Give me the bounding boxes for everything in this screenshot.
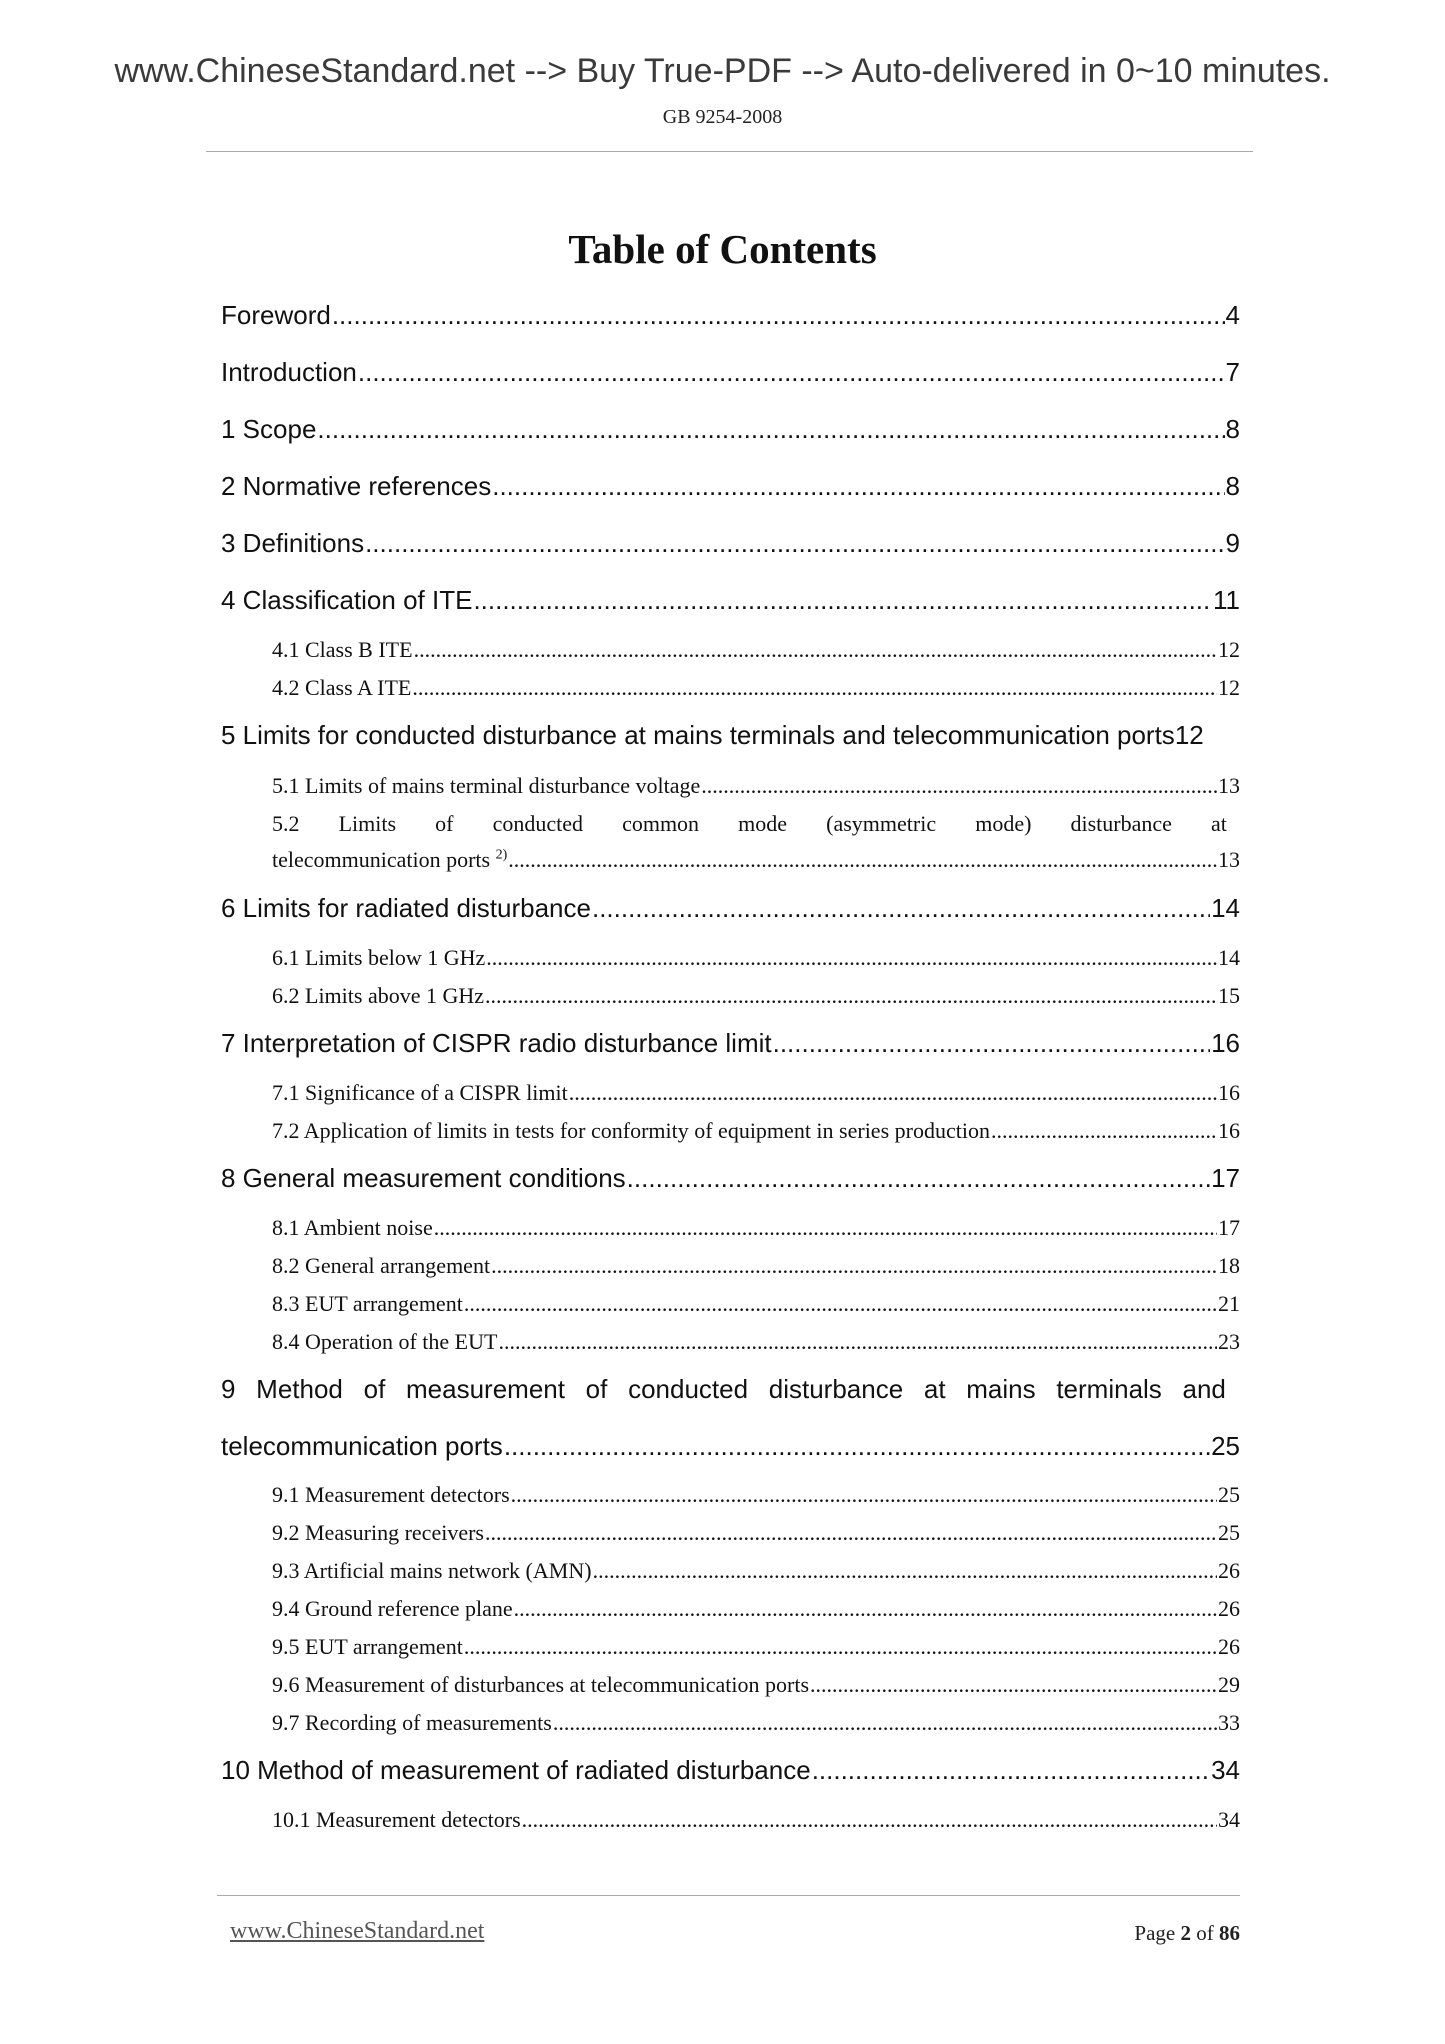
leader-dots	[486, 945, 1217, 971]
standard-code: GB 9254-2008	[662, 106, 783, 128]
toc-label	[272, 847, 507, 873]
leader-dots	[492, 471, 1224, 502]
leader-dots	[412, 675, 1217, 701]
toc-entry-9-3[interactable]	[272, 1558, 1240, 1584]
toc-word: at	[923, 1374, 946, 1404]
toc-word: of	[435, 811, 454, 836]
leader-dots	[504, 1431, 1210, 1462]
toc-page: 11	[1213, 585, 1240, 615]
toc-word: Method	[256, 1374, 343, 1404]
toc-entry-9-5[interactable]	[272, 1634, 1240, 1660]
toc-word: of	[585, 1374, 608, 1404]
page-word: Page	[1134, 1921, 1176, 1945]
leader-dots	[498, 1329, 1217, 1355]
leader-dots	[358, 357, 1225, 388]
toc-entry-foreword[interactable]	[221, 300, 1240, 331]
leader-dots	[414, 637, 1217, 663]
toc-entry-6-2[interactable]	[272, 983, 1240, 1009]
toc-page: 18	[1218, 1253, 1240, 1278]
toc-label: 7.1 Significance of a CISPR limit	[272, 1080, 568, 1105]
toc-label: 7 Interpretation of CISPR radio disturbance limit	[221, 1028, 772, 1058]
leader-dots	[434, 1215, 1217, 1241]
toc-entry-9-4[interactable]	[272, 1596, 1240, 1622]
toc-label: 9.6 Measurement of disturbances at telecommunication ports	[272, 1672, 810, 1697]
toc-page: 8	[1225, 471, 1240, 501]
leader-dots	[627, 1163, 1210, 1194]
toc-page: 7	[1225, 357, 1240, 387]
toc-word: (asymmetric	[826, 811, 937, 836]
toc-page: 13	[1218, 773, 1240, 798]
leader-dots	[485, 1520, 1217, 1546]
leader-dots	[592, 893, 1210, 924]
toc-entry-5[interactable]	[221, 720, 1240, 751]
leader-dots	[317, 414, 1224, 445]
toc-entry-6-1[interactable]	[272, 945, 1240, 971]
header-banner: www.ChineseStandard.net --> Buy True-PDF --> Auto-delivered in 0~10 minutes.	[114, 52, 1331, 90]
toc-label: 4.1 Class B ITE	[272, 637, 413, 662]
toc-label: 2 Normative references	[221, 471, 492, 501]
toc-label: 8.2 General arrangement	[272, 1253, 491, 1278]
toc-label: 9.3 Artificial mains network (AMN)	[272, 1558, 592, 1583]
toc-entry-10[interactable]	[221, 1755, 1240, 1786]
toc-entry-9-line2[interactable]	[221, 1431, 1240, 1462]
toc-entry-7[interactable]	[221, 1028, 1240, 1059]
toc-word: disturbance	[1070, 811, 1172, 836]
toc-word: mode)	[975, 811, 1032, 836]
toc-page: 4	[1225, 300, 1240, 330]
leader-dots	[464, 1291, 1217, 1317]
toc-entry-7-2[interactable]	[272, 1118, 1240, 1144]
toc-label: 6 Limits for radiated disturbance	[221, 893, 591, 923]
toc-label: 7.2 Application of limits in tests for conformity of equipment in series production	[272, 1118, 990, 1143]
toc-label: 5.1 Limits of mains terminal disturbance voltage	[272, 773, 701, 798]
toc-entry-8-3[interactable]	[272, 1291, 1240, 1317]
toc-page: 26	[1218, 1558, 1240, 1583]
leader-dots	[812, 1755, 1210, 1786]
toc-entry-10-1[interactable]	[272, 1807, 1240, 1833]
toc-page: 16	[1218, 1118, 1240, 1143]
toc-word: and	[1182, 1374, 1226, 1404]
toc-page: 14	[1218, 945, 1240, 970]
leader-dots	[810, 1672, 1217, 1698]
footer-page-number	[1134, 1921, 1240, 1946]
toc-label: 4 Classification of ITE	[221, 585, 473, 615]
toc-word: common	[622, 811, 700, 836]
toc-word: terminals	[1056, 1374, 1162, 1404]
toc-page: 12	[1218, 637, 1240, 662]
toc-word: Limits	[338, 811, 397, 836]
toc-entry-8-4[interactable]	[272, 1329, 1240, 1355]
toc-word: 5.2	[272, 811, 300, 836]
toc-word: conducted	[492, 811, 583, 836]
toc-entry-2[interactable]	[221, 471, 1240, 502]
leader-dots	[593, 1558, 1217, 1584]
toc-entry-9-7[interactable]	[272, 1710, 1240, 1736]
leader-dots	[522, 1807, 1217, 1833]
toc-label: 6.1 Limits below 1 GHz	[272, 945, 486, 970]
toc-page: 8	[1225, 414, 1240, 444]
toc-label: 9.1 Measurement detectors	[272, 1482, 510, 1507]
leader-dots	[553, 1710, 1217, 1736]
page-total: 86	[1219, 1921, 1240, 1945]
toc-label: 8 General measurement conditions	[221, 1163, 626, 1193]
toc-word: mains	[966, 1374, 1036, 1404]
leader-dots	[464, 1634, 1217, 1660]
toc-page: 25	[1218, 1482, 1240, 1507]
toc-page: 26	[1218, 1596, 1240, 1621]
toc-word: 9	[221, 1374, 236, 1404]
toc-label: 9.2 Measuring receivers	[272, 1520, 484, 1545]
leader-dots	[514, 1596, 1217, 1622]
toc-label: 5 Limits for conducted disturbance at mains terminals and telecommunication ports	[221, 720, 1175, 750]
toc-entry-9-1[interactable]	[272, 1482, 1240, 1508]
toc-page: 26	[1218, 1634, 1240, 1659]
toc-entry-9-2[interactable]	[272, 1520, 1240, 1546]
leader-dots	[485, 983, 1217, 1009]
toc-entry-9-6[interactable]	[272, 1672, 1240, 1698]
toc-label: 6.2 Limits above 1 GHz	[272, 983, 485, 1008]
toc-word: mode	[738, 811, 788, 836]
toc-word: conducted	[628, 1374, 749, 1404]
toc-page: 15	[1218, 983, 1240, 1008]
toc-page: 12	[1218, 675, 1240, 700]
toc-label: 8.1 Ambient noise	[272, 1215, 433, 1240]
toc-entry-introduction[interactable]	[221, 357, 1240, 388]
toc-word: measurement	[406, 1374, 565, 1404]
toc-entry-8[interactable]	[221, 1163, 1240, 1194]
toc-entry-9-line1[interactable]	[221, 1374, 1226, 1405]
toc-label: 8.3 EUT arrangement	[272, 1291, 463, 1316]
toc-entry-3[interactable]	[221, 528, 1240, 559]
toc-page: 34	[1211, 1755, 1240, 1785]
toc-page: 16	[1211, 1028, 1240, 1058]
leader-dots	[701, 773, 1217, 799]
toc-word: disturbance	[768, 1374, 904, 1404]
toc-page: 33	[1218, 1710, 1240, 1735]
toc-label: 9.4 Ground reference plane	[272, 1596, 513, 1621]
toc-page: 29	[1218, 1672, 1240, 1697]
toc-label-text: telecommunication ports	[272, 847, 491, 872]
leader-dots	[508, 847, 1217, 873]
toc-label: 10.1 Measurement detectors	[272, 1807, 521, 1832]
toc-word: at	[1211, 811, 1227, 836]
toc-label: 1 Scope	[221, 414, 317, 444]
toc-label: 10 Method of measurement of radiated disturbance	[221, 1755, 811, 1785]
page-title: Table of Contents	[568, 226, 877, 272]
toc-page: 34	[1218, 1807, 1240, 1832]
toc-entry-8-1[interactable]	[272, 1215, 1240, 1241]
leader-dots	[569, 1080, 1217, 1106]
leader-dots	[332, 300, 1225, 331]
toc-label: 3 Definitions	[221, 528, 365, 558]
toc-label: 4.2 Class A ITE	[272, 675, 412, 700]
toc-label: Introduction	[221, 357, 357, 387]
leader-dots	[991, 1118, 1217, 1144]
toc-page: 13	[1218, 847, 1240, 872]
toc-page: 21	[1218, 1291, 1240, 1316]
footer-divider	[217, 1895, 1240, 1896]
toc-page: 12	[1174, 720, 1204, 750]
toc-page: 17	[1211, 1163, 1240, 1193]
footnote-mark: 2)	[495, 847, 508, 863]
toc-page: 17	[1218, 1215, 1240, 1240]
leader-dots	[511, 1482, 1217, 1508]
toc-label: 8.4 Operation of the EUT	[272, 1329, 498, 1354]
toc-label: telecommunication ports	[221, 1431, 503, 1461]
leader-dots	[491, 1253, 1217, 1279]
toc-entry-1[interactable]	[221, 414, 1240, 445]
toc-entry-4-1[interactable]	[272, 637, 1240, 663]
leader-dots	[773, 1028, 1210, 1059]
toc-label: 9.7 Recording of measurements	[272, 1710, 552, 1735]
toc-word: of	[363, 1374, 386, 1404]
toc-page: 25	[1218, 1520, 1240, 1545]
toc-page: 14	[1211, 893, 1240, 923]
leader-dots	[365, 528, 1224, 559]
toc-page: 9	[1225, 528, 1240, 558]
toc-label: 9.5 EUT arrangement	[272, 1634, 463, 1659]
toc-page: 23	[1218, 1329, 1240, 1354]
toc-entry-6[interactable]	[221, 893, 1240, 924]
toc-page: 16	[1218, 1080, 1240, 1105]
toc-entry-5-1[interactable]	[272, 773, 1240, 799]
toc-entry-5-2-line1[interactable]	[272, 811, 1227, 837]
toc-entry-4-2[interactable]	[272, 675, 1240, 701]
toc-entry-7-1[interactable]	[272, 1080, 1240, 1106]
page-current: 2	[1180, 1921, 1191, 1945]
toc-entry-5-2-line2[interactable]	[272, 847, 1240, 873]
page-of-word: of	[1196, 1921, 1214, 1945]
footer-site-link[interactable]: www.ChineseStandard.net	[230, 1918, 485, 1944]
toc-page: 25	[1211, 1431, 1240, 1461]
leader-dots	[473, 585, 1212, 616]
toc-label: Foreword	[221, 300, 331, 330]
toc-entry-4[interactable]	[221, 585, 1240, 616]
toc-entry-8-2[interactable]	[272, 1253, 1240, 1279]
